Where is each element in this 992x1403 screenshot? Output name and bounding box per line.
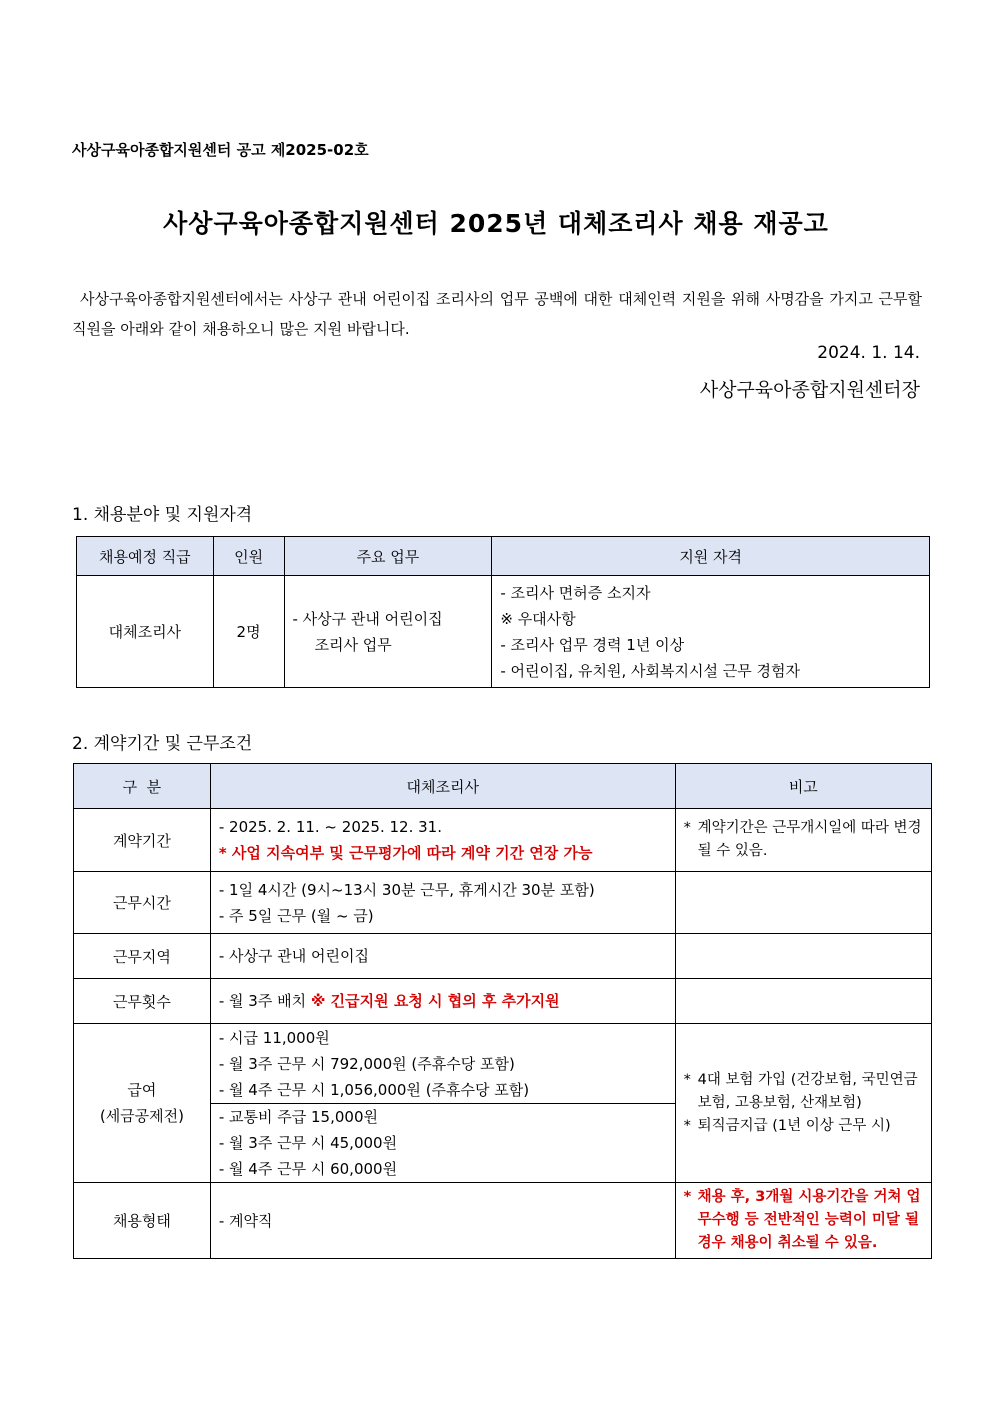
transport-line: - 월 4주 근무 시 60,000원	[218, 1160, 398, 1178]
announcement-date: 2024. 1. 14.	[817, 343, 920, 363]
frequency-urgent-note: ※ 긴급지원 요청 시 협의 후 추가지원	[310, 992, 560, 1010]
wage-block	[219, 1024, 675, 1103]
frequency-label: 근무횟수	[74, 979, 211, 1024]
qualification-line: - 조리사 업무 경력 1년 이상	[500, 635, 685, 654]
header-position: 채용예정 직급	[77, 537, 214, 576]
page-title: 사상구육아종합지원센터 2025년 대체조리사 채용 재공고	[163, 209, 829, 238]
note-marker: *	[683, 820, 691, 836]
contract-remark	[675, 809, 931, 872]
hours-line: - 1일 4시간 (9시~13시 30분 근무, 휴게시간 30분 포함)	[218, 880, 595, 899]
header-qualification: 지원 자격	[492, 537, 930, 576]
wage-line: - 월 4주 근무 시 1,056,000원 (주휴수당 포함)	[218, 1081, 530, 1099]
area-remark	[675, 934, 931, 979]
section2-title: 2. 계약기간 및 근무조건	[72, 734, 253, 754]
hours-label: 근무시간	[74, 872, 211, 934]
header-remarks: 비고	[675, 764, 931, 809]
severance-note: 퇴직금지급 (1년 이상 근무 시)	[697, 1117, 891, 1134]
transport-line: - 교통비 주급 15,000원	[218, 1108, 378, 1126]
hours-cell	[210, 872, 675, 934]
transport-line: - 월 3주 근무 시 45,000원	[218, 1134, 398, 1152]
qualification-line: - 어린이집, 유치원, 사회복지시설 근무 경험자	[500, 661, 800, 680]
wage-line: - 월 3주 근무 시 792,000원 (주휴수당 포함)	[218, 1055, 515, 1073]
contract-note: 계약기간은 근무개시일에 따라 변경될 수 있음.	[697, 820, 922, 859]
contract-label: 계약기간	[74, 809, 211, 872]
hours-line: - 주 5일 근무 (월 ~ 금)	[218, 906, 374, 925]
frequency-text: - 월 3주 배치	[218, 992, 307, 1010]
qualification-cell	[492, 576, 930, 688]
recruitment-table	[76, 536, 930, 688]
signer: 사상구육아종합지원센터장	[699, 379, 920, 401]
area-line: - 사상구 관내 어린이집	[218, 947, 369, 965]
count-cell: 2명	[213, 576, 284, 688]
pay-cell	[210, 1024, 675, 1183]
position-cell: 대체조리사	[77, 576, 214, 688]
section1-title: 1. 채용분야 및 지원자격	[72, 505, 253, 525]
contract-cell	[210, 809, 675, 872]
duty-line: 조리사 업무	[314, 635, 392, 654]
preference-heading: ※ 우대사항	[500, 609, 576, 628]
duty-line: - 사상구 관내 어린이집	[292, 609, 443, 628]
pay-label	[74, 1024, 211, 1183]
header-duty: 주요 업무	[284, 537, 492, 576]
frequency-cell	[210, 979, 675, 1024]
frequency-remark	[675, 979, 931, 1024]
probation-note: 채용 후, 3개월 시용기간을 거쳐 업무수행 등 전반적인 능력이 미달 될 경우 채용이 취소될 수 있음.	[697, 1189, 921, 1251]
header-category: 구 분	[74, 764, 211, 809]
hours-remark	[675, 872, 931, 934]
type-line: - 계약직	[218, 1211, 273, 1230]
intro-paragraph: 사상구육아종합지원센터에서는 사상구 관내 어린이집 조리사의 업무 공백에 대한 대체인력 지원을 위해 사명감을 가지고 근무할 직원을 아래와 같이 채용하오니 많은 지원 바랍니다.	[72, 290, 922, 338]
area-label: 근무지역	[74, 934, 211, 979]
note-marker: *	[683, 1071, 691, 1088]
note-marker: *	[683, 1189, 692, 1205]
header-cook: 대체조리사	[210, 764, 675, 809]
pay-label-line: (세금공제전)	[99, 1107, 184, 1125]
transport-block	[211, 1103, 675, 1182]
insurance-note: 4대 보험 가입 (건강보험, 국민연금보험, 고용보험, 산재보험)	[697, 1071, 918, 1111]
area-cell	[210, 934, 675, 979]
note-marker: *	[683, 1117, 691, 1134]
contract-period: - 2025. 2. 11. ~ 2025. 12. 31.	[218, 818, 442, 836]
duty-cell	[284, 576, 492, 688]
contract-extension-note: * 사업 지속여부 및 근무평가에 따라 계약 기간 연장 가능	[218, 844, 593, 862]
type-label: 채용형태	[74, 1183, 211, 1259]
qualification-line: - 조리사 면허증 소지자	[500, 583, 651, 602]
type-remark	[675, 1183, 931, 1259]
wage-line: - 시급 11,000원	[218, 1029, 330, 1047]
notice-number: 사상구육아종합지원센터 공고 제2025-02호	[72, 141, 369, 159]
conditions-table	[73, 763, 932, 1259]
pay-label-line: 급여	[127, 1081, 157, 1099]
type-cell	[210, 1183, 675, 1259]
header-count: 인원	[213, 537, 284, 576]
pay-remark	[675, 1024, 931, 1183]
